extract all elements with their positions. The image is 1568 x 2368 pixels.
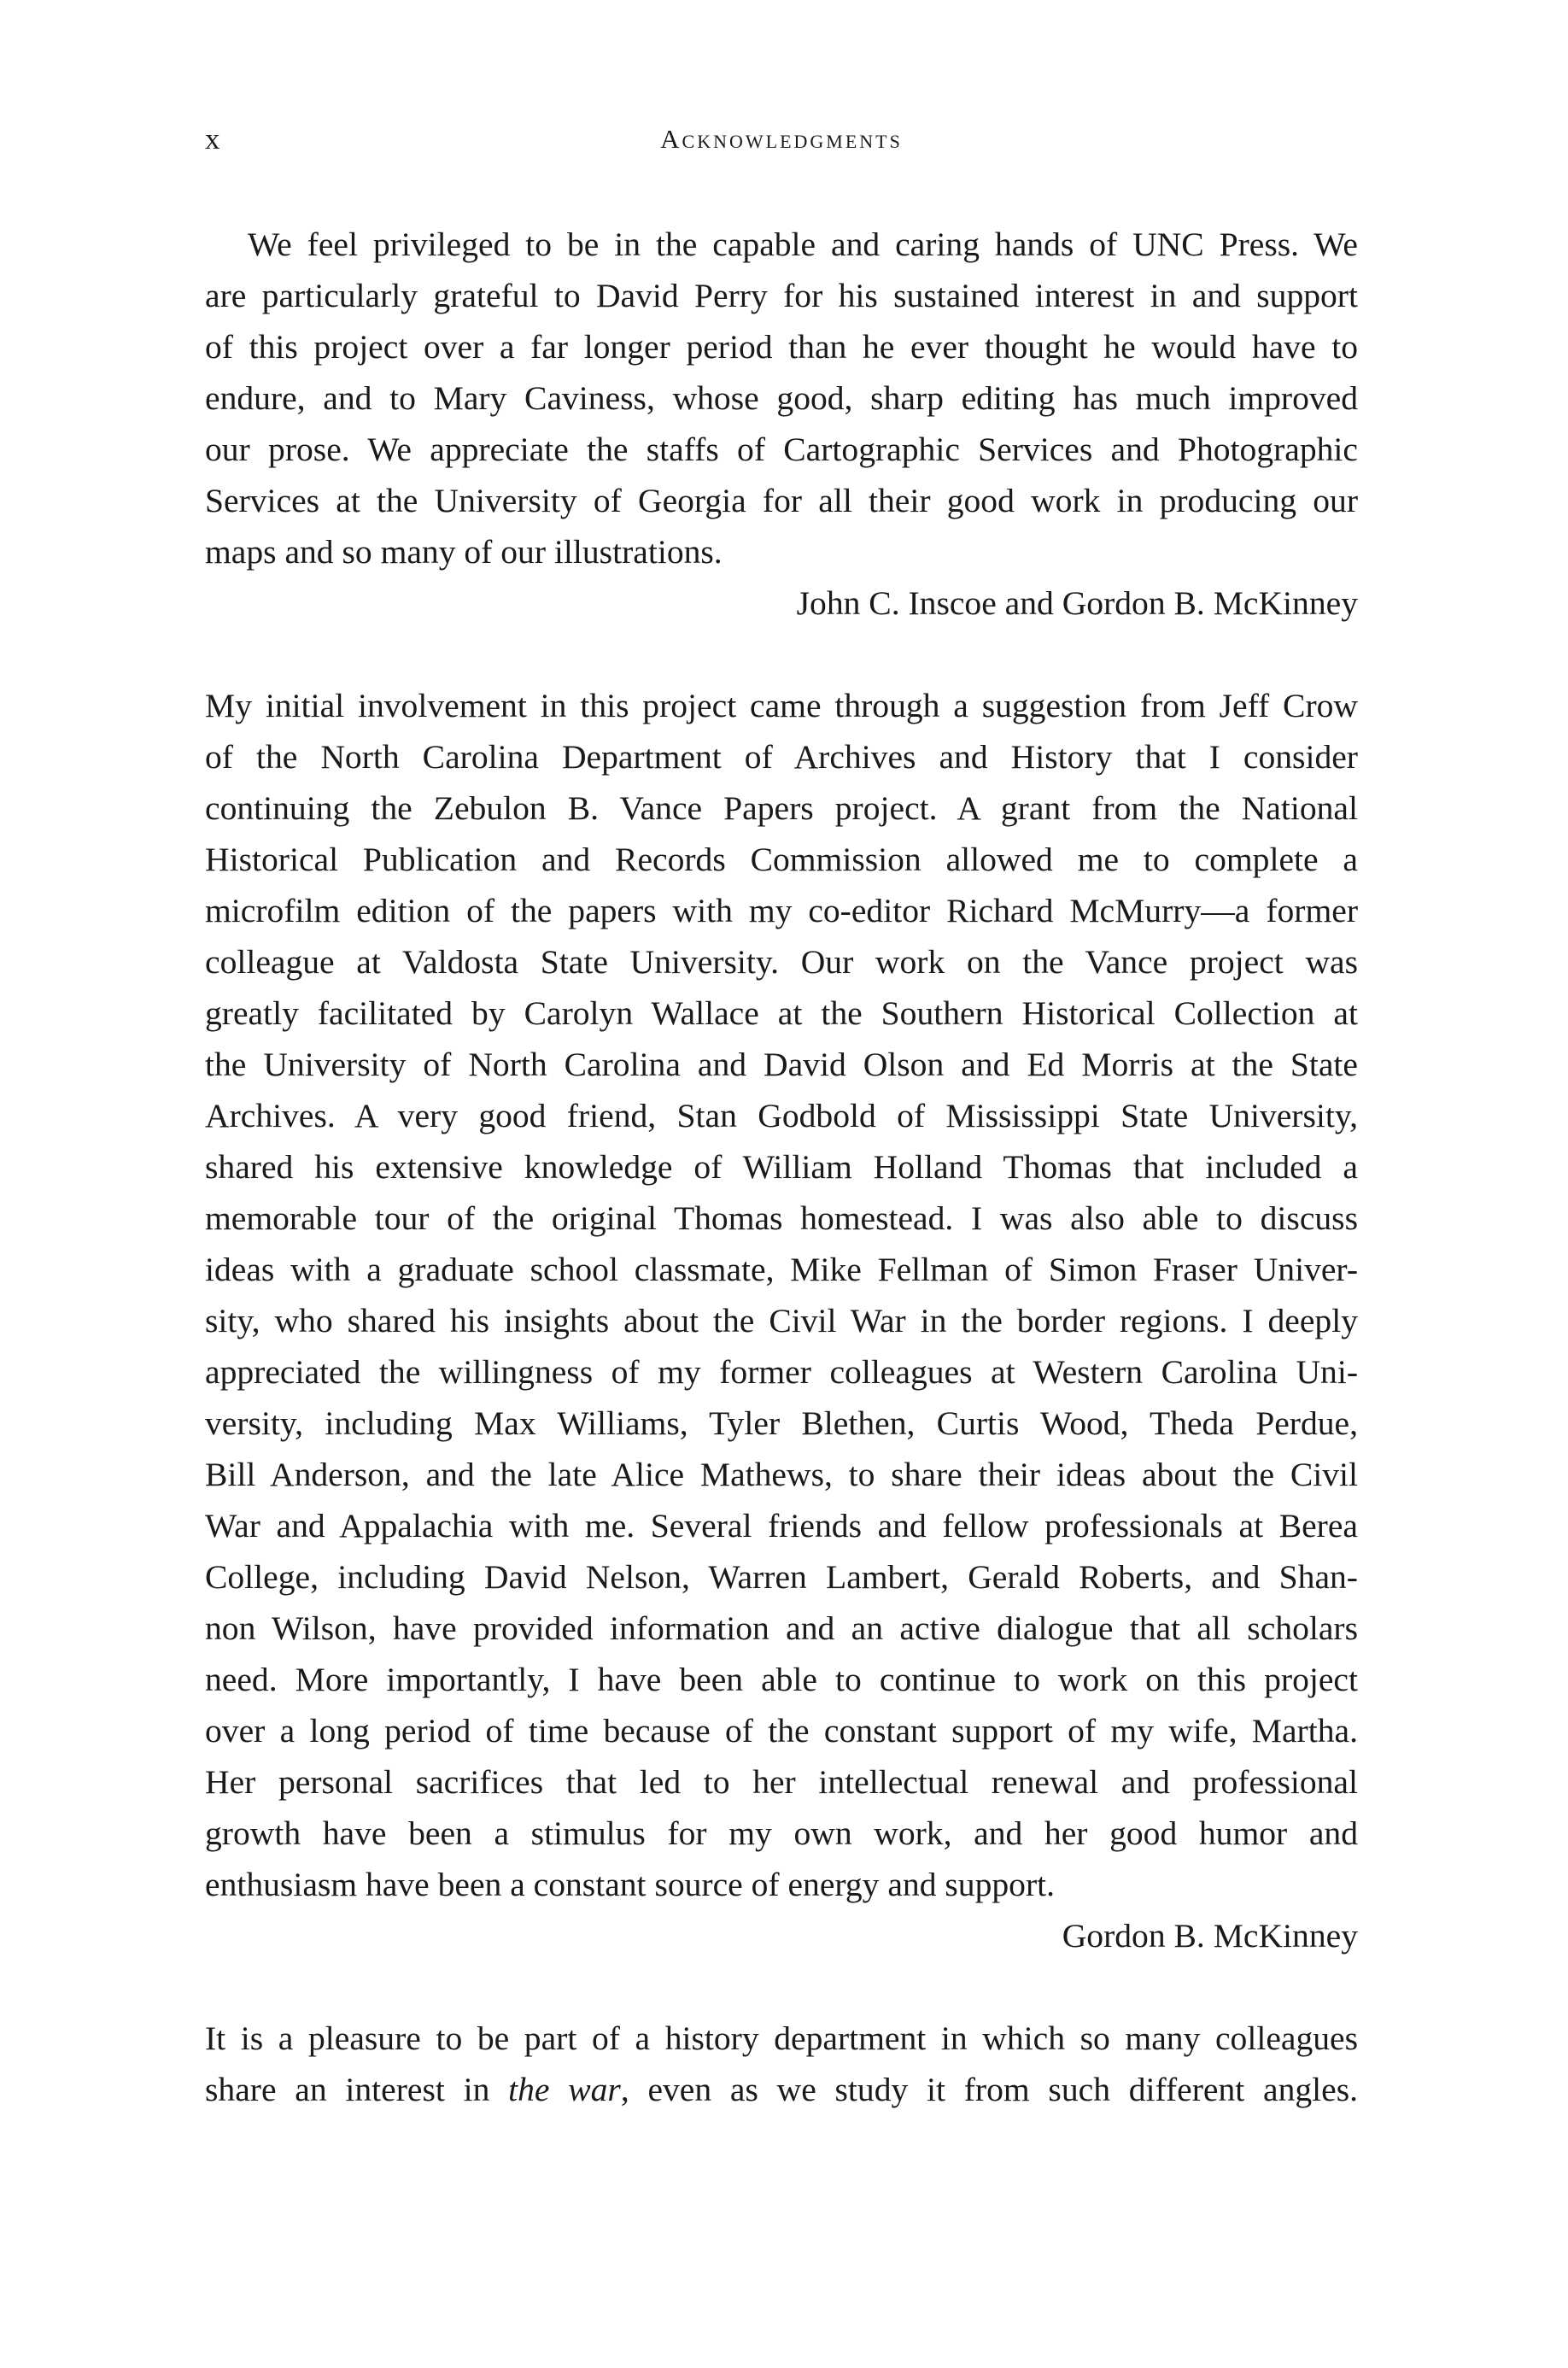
- paragraph-gap: [205, 629, 1358, 680]
- text-line: versity, including Max Williams, Tyler Blethen, Curtis Wood, Theda Perdue,: [205, 1404, 1358, 1442]
- chapter-title: Acknowledgments: [660, 124, 903, 154]
- text-line: of this project over a far longer period than he ever thought he would have to: [205, 328, 1358, 366]
- text-line: [205, 2064, 1358, 2115]
- italic-phrase: the war: [508, 2071, 621, 2108]
- text-line: continuing the Zebulon B. Vance Papers project. A grant from the National: [205, 789, 1358, 827]
- text-line: It is a pleasure to be part of a history department in which so many colleagues: [205, 2019, 1358, 2057]
- text-line: greatly facilitated by Carolyn Wallace at the Southern Historical Collection at: [205, 994, 1358, 1032]
- text-line: are particularly grateful to David Perry for his sustained interest in and support: [205, 277, 1358, 314]
- paragraph-history-department: [205, 2013, 1358, 2115]
- text-line: ideas with a graduate school classmate, Mike Fellman of Simon Fraser Univer-: [205, 1251, 1358, 1288]
- text-line: Services at the University of Georgia for all their good work in producing our: [205, 482, 1358, 519]
- text-line: Archives. A very good friend, Stan Godbold of Mississippi State University,: [205, 1097, 1358, 1134]
- text-line: growth have been a stimulus for my own work, and her good humor and: [205, 1814, 1358, 1852]
- text-line: War and Appalachia with me. Several friends and fellow professionals at Berea: [205, 1507, 1358, 1544]
- text-line: our prose. We appreciate the staffs of Cartographic Services and Photographic: [205, 431, 1358, 468]
- paragraph-mckinney: [205, 680, 1358, 1961]
- text-line: My initial involvement in this project came through a suggestion from Jeff Crow: [205, 687, 1358, 724]
- paragraph-gap: [205, 1961, 1358, 2013]
- text-line: Historical Publication and Records Commission allowed me to complete a: [205, 841, 1358, 878]
- signature: Gordon B. McKinney: [1062, 1917, 1358, 1955]
- body-text: [205, 219, 1358, 2115]
- running-head: [205, 122, 1358, 165]
- text-line: maps and so many of our illustrations.: [205, 533, 723, 571]
- text-line: colleague at Valdosta State University. Our work on the Vance project was: [205, 943, 1358, 981]
- text-line: Bill Anderson, and the late Alice Mathews, to share their ideas about the Civil: [205, 1456, 1358, 1493]
- text-line: of the North Carolina Department of Archives and History that I consider: [205, 738, 1358, 776]
- text-line: appreciated the willingness of my former colleagues at Western Carolina Uni-: [205, 1353, 1358, 1391]
- text-line: We feel privileged to be in the capable and caring hands of UNC Press. We: [248, 226, 1358, 263]
- text-line: the University of North Carolina and David Olson and Ed Morris at the State: [205, 1046, 1358, 1083]
- text-segment: share an interest in: [205, 2071, 509, 2108]
- text-line: non Wilson, have provided information and an active dialogue that all scholars: [205, 1609, 1358, 1647]
- paragraph-unc-press: [205, 219, 1358, 629]
- text-segment: , even as we study it from such different angles.: [620, 2071, 1359, 2108]
- text-line: sity, who shared his insights about the Civil War in the border regions. I deeply: [205, 1302, 1358, 1339]
- text-line: College, including David Nelson, Warren Lambert, Gerald Roberts, and Shan-: [205, 1558, 1358, 1596]
- text-line: memorable tour of the original Thomas homestead. I was also able to discuss: [205, 1199, 1358, 1237]
- signature: John C. Inscoe and Gordon B. McKinney: [796, 584, 1358, 622]
- text-line: shared his extensive knowledge of William Holland Thomas that included a: [205, 1148, 1358, 1186]
- text-line: Her personal sacrifices that led to her intellectual renewal and professional: [205, 1763, 1358, 1801]
- text-line: microfilm edition of the papers with my co-editor Richard McMurry—a former: [205, 892, 1358, 929]
- text-line: over a long period of time because of the constant support of my wife, Martha.: [205, 1712, 1358, 1750]
- text-line: endure, and to Mary Caviness, whose good, sharp editing has much improved: [205, 379, 1358, 417]
- text-line: enthusiasm have been a constant source of energy and support.: [205, 1866, 1056, 1903]
- page-number: x: [205, 122, 220, 155]
- text-line: need. More importantly, I have been able to continue to work on this project: [205, 1661, 1358, 1698]
